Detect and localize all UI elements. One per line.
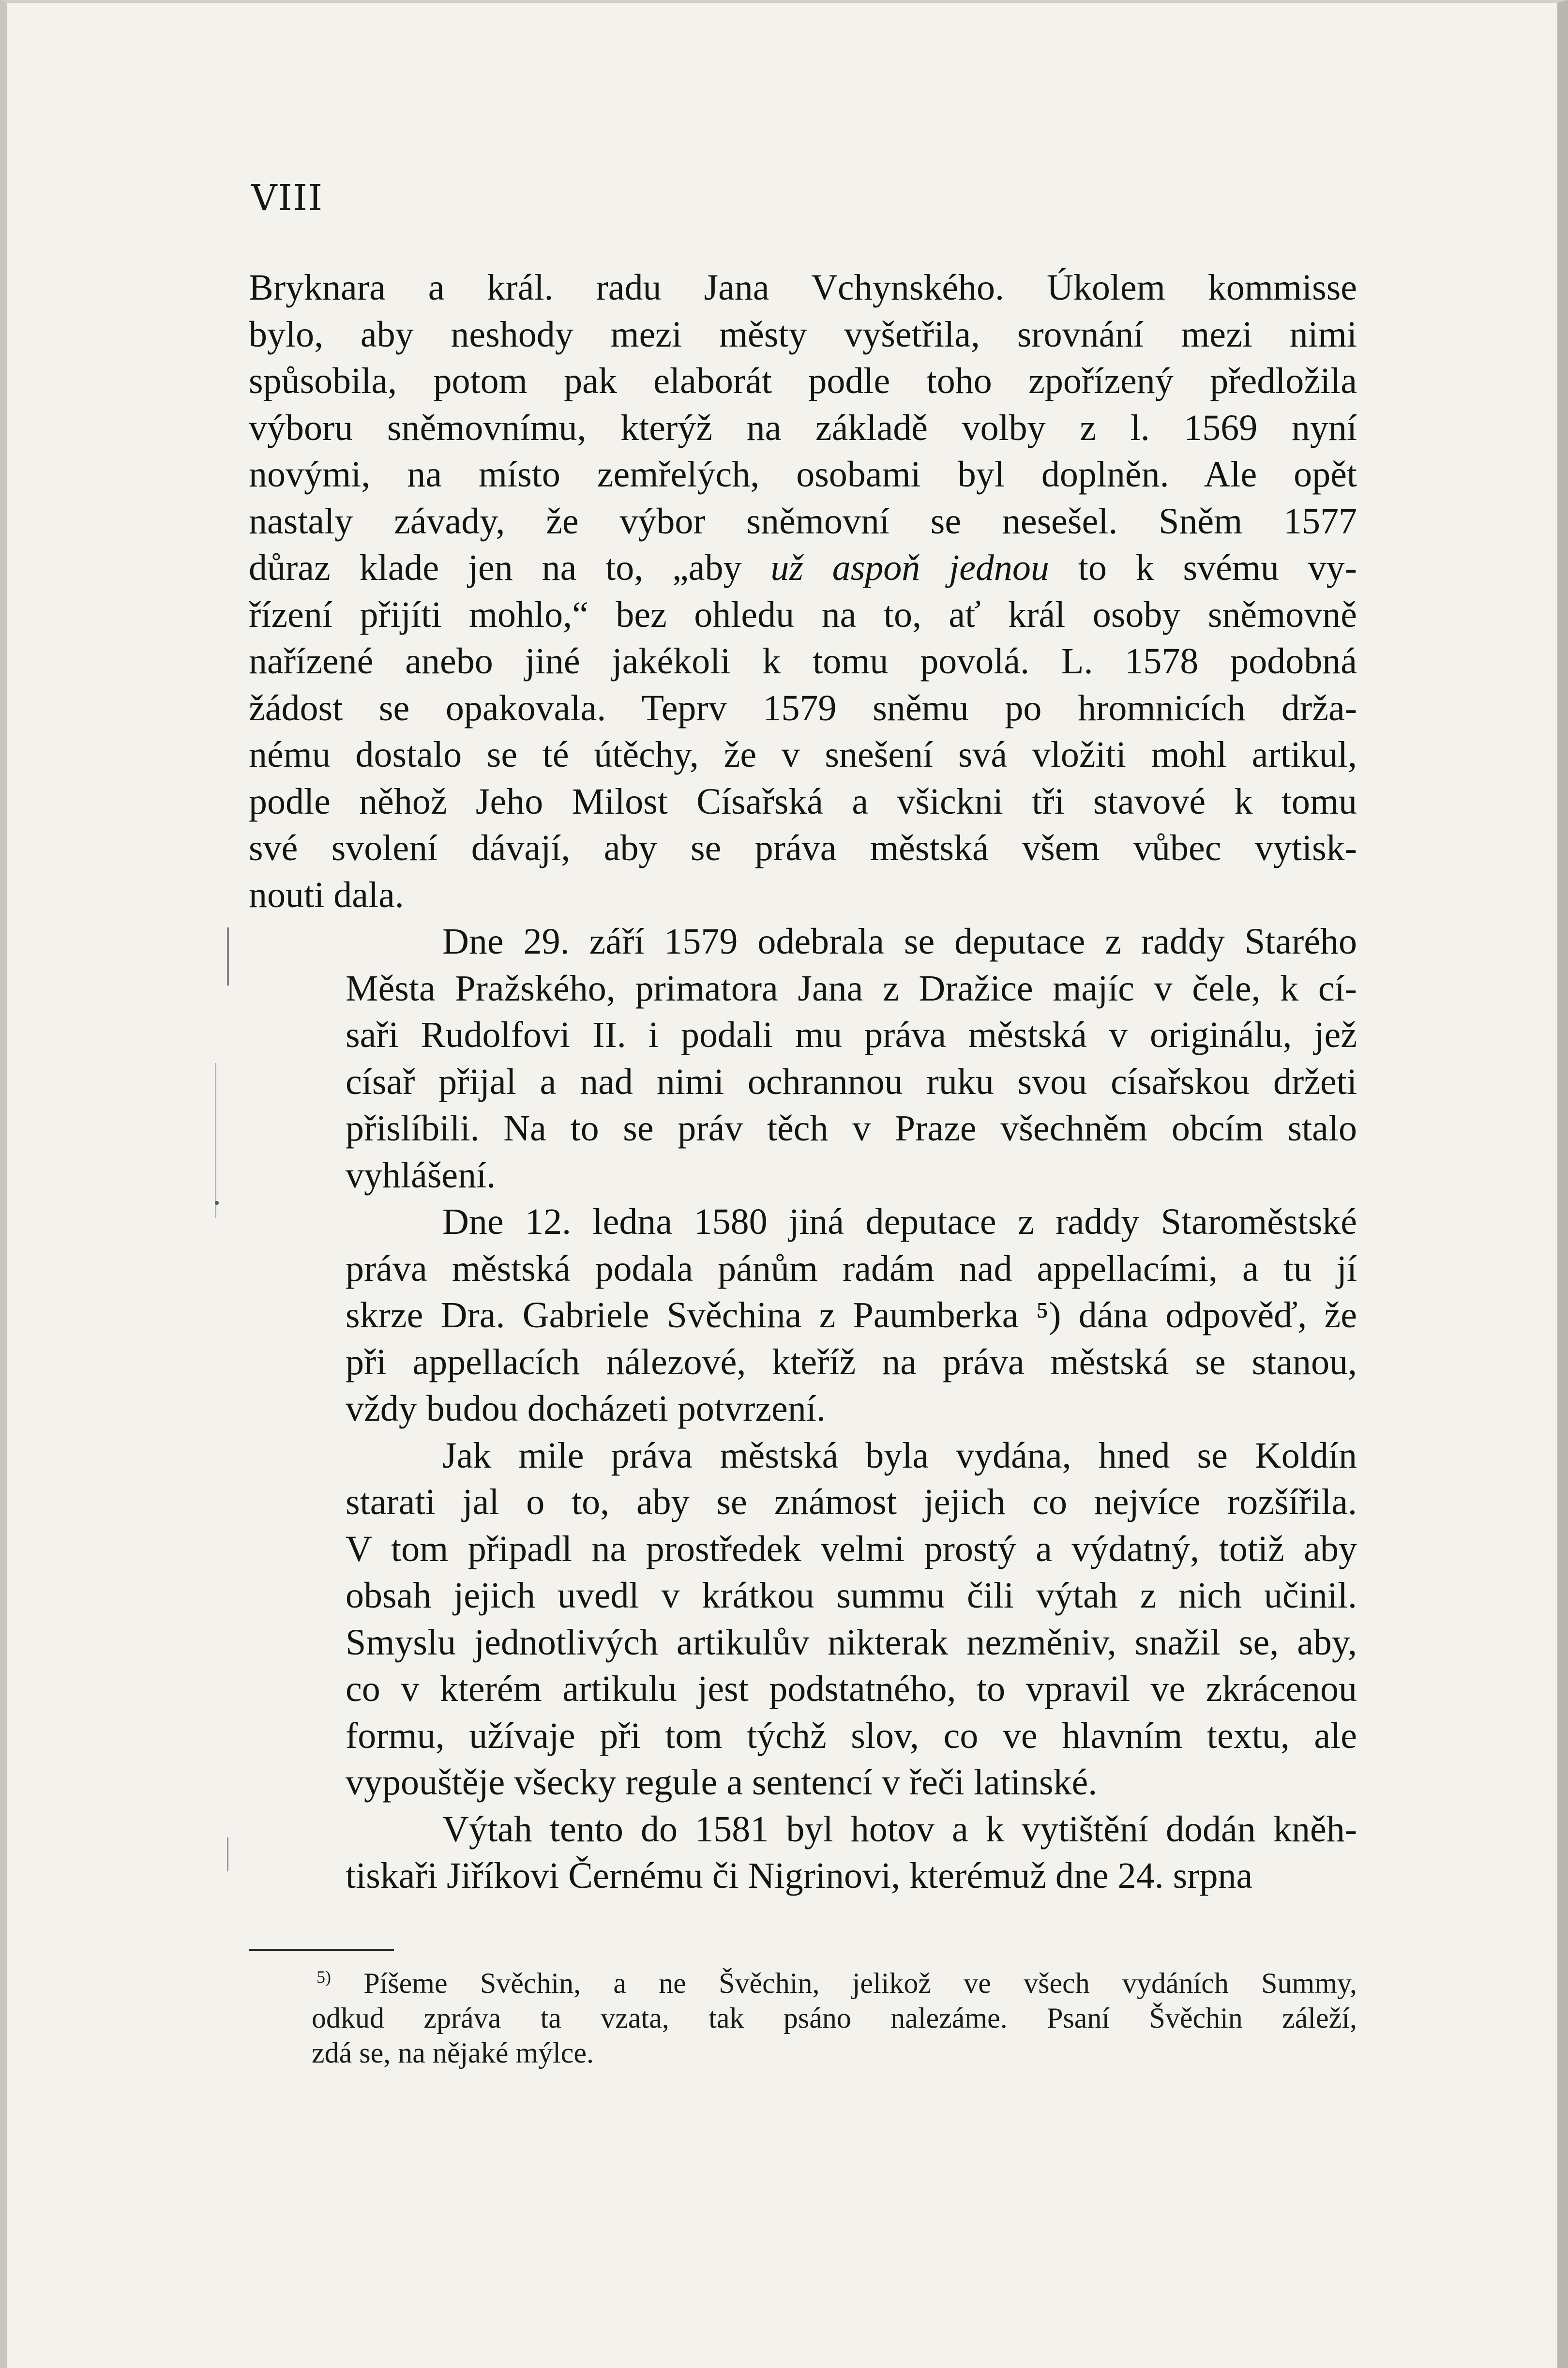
- text-line: vyhlášení.: [346, 1154, 496, 1196]
- text-line: skrze Dra. Gabriele Svěchina z Paumberka ⁵) dána odpověď, že: [346, 1295, 1357, 1336]
- text-line: formu, užívaje při tom týchž slov, co ve hlavním textu, ale: [346, 1715, 1357, 1756]
- paragraph: [249, 1432, 1357, 1806]
- text-line: vždy budou docházeti potvrzení.: [346, 1388, 826, 1429]
- text-line: vypouštěje všecky regule a sentencí v řeči latinské.: [346, 1762, 1098, 1803]
- paragraph: [249, 1806, 1357, 1899]
- text-line: Výtah tento do 1581 byl hotov a k vytištění dodán kněh-: [442, 1808, 1357, 1850]
- text-line: Města Pražského, primatora Jana z Dražice majíc v čele, k cí-: [346, 968, 1357, 1009]
- paragraph: [249, 264, 1357, 918]
- text-line: obsah jejich uvedl v krátkou summu čili výtah z nich učinil.: [346, 1575, 1357, 1616]
- text-line: žádost se opakovala. Teprv 1579 sněmu po hromnicích drža-: [249, 687, 1357, 729]
- text-line: Dne 29. září 1579 odebrala se deputace z raddy Starého: [442, 921, 1357, 962]
- text-line: novými, na místo zemřelých, osobami byl doplněn. Ale opět: [249, 454, 1357, 495]
- text-line: přislíbili. Na to se práv těch v Praze všechněm obcím stalo: [346, 1108, 1357, 1149]
- footnote-separator: [249, 1949, 394, 1951]
- text-line: důraz klade jen na to, „aby už aspoň jednou to k svému vy-: [249, 547, 1357, 588]
- footnote-line: [249, 1966, 1357, 2001]
- text-line: podle něhož Jeho Milost Císařská a všickni tři stavové k tomu: [249, 781, 1357, 822]
- margin-mark: [227, 927, 229, 986]
- text-line: nouti dala.: [249, 874, 404, 915]
- text-line: tiskaři Jiříkovi Černému či Nigrinovi, kterémuž dne 24. srpna: [346, 1855, 1253, 1896]
- text-line: při appellacích nálezové, kteříž na práva městská se stanou,: [346, 1341, 1357, 1382]
- text-line: řízení přijíti mohlo,“ bez ohledu na to, ať král osoby sněmovně: [249, 594, 1357, 635]
- text-line: své svolení dávají, aby se práva městská všem vůbec vytisk-: [249, 828, 1357, 868]
- footnote-line: zdá se, na nějaké mýlce.: [312, 2037, 594, 2069]
- text-line: nastaly závady, že výbor sněmovní se nesešel. Sněm 1577: [249, 501, 1357, 542]
- margin-mark: [215, 1063, 216, 1218]
- text-line: Dne 12. ledna 1580 jiná deputace z raddy Staroměstské: [442, 1201, 1357, 1242]
- text-line: práva městská podala pánům radám nad appellacími, a tu jí: [346, 1248, 1357, 1289]
- footnote: [249, 1966, 1357, 2070]
- text-line: co v kterém artikulu jest podstatného, to vpravil ve zkrácenou: [346, 1669, 1357, 1709]
- dust-speck: [215, 1201, 219, 1205]
- main-text: [249, 264, 1357, 1899]
- paragraph: [249, 1199, 1357, 1432]
- footnote-marker: 5): [317, 1967, 331, 1987]
- text-line: starati jal o to, aby se známost jejich co nejvíce rozšířila.: [346, 1482, 1357, 1522]
- text-line: Jak mile práva městská byla vydána, hned se Koldín: [442, 1435, 1357, 1476]
- footnote-line: odkud zpráva ta vzata, tak psáno nalezáme. Psaní Švěchin záleží,: [312, 2002, 1357, 2034]
- footnote-text: Píšeme Svěchin, a ne Švěchin, jelikož ve všech vydáních Summy,: [363, 1967, 1357, 1999]
- text-line: císař přijal a nad nimi ochrannou ruku svou císařskou držeti: [346, 1061, 1357, 1102]
- text-line: nému dostalo se té útěchy, že v snešení svá vložiti mohl artikul,: [249, 734, 1357, 775]
- margin-mark: [227, 1837, 228, 1871]
- text-line: V tom připadl na prostředek velmi prostý a výdatný, totiž aby: [346, 1528, 1357, 1569]
- text-line: nařízené anebo jiné jakékoli k tomu povolá. L. 1578 podobná: [249, 641, 1357, 682]
- text-line: bylo, aby neshody mezi městy vyšetřila, srovnání mezi nimi: [249, 314, 1357, 355]
- text-line: výboru sněmovnímu, kterýž na základě volby z l. 1569 nyní: [249, 407, 1357, 448]
- text-line: Bryknara a král. radu Jana Vchynského. Úkolem kommisse: [249, 267, 1357, 308]
- text-line: spůsobila, potom pak elaborát podle toho zpořízený předložila: [249, 361, 1357, 401]
- page-number: VIII: [251, 177, 324, 219]
- text-line: Smyslu jednotlivých artikulův nikterak nezměniv, snažil se, aby,: [346, 1622, 1357, 1663]
- paragraph: [249, 918, 1357, 1199]
- text-line: saři Rudolfovi II. i podali mu práva městská v originálu, jež: [346, 1015, 1357, 1055]
- italic-emphasis: už aspoň jednou: [770, 547, 1049, 588]
